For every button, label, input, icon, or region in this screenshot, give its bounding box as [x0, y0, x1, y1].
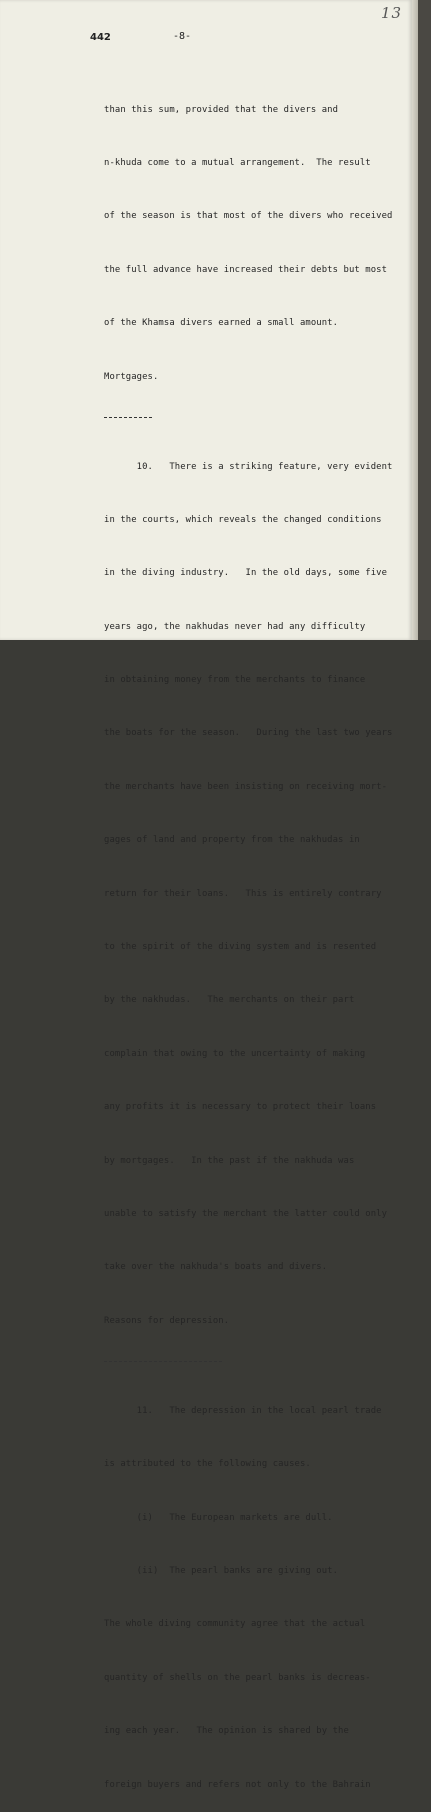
text-line: unable to satisfy the merchant the latter could only [104, 1209, 388, 1219]
text-line: than this sum, provided that the divers and [104, 104, 339, 115]
text-line: years ago, the nakhudas never had any difficulty [104, 621, 366, 632]
text-line: quantity of shells on the pearl banks is decreas- [104, 1672, 371, 1683]
text-line: ing each year. The opinion is shared by the [104, 1726, 349, 1737]
text-line: complain that owing to the uncertainty of making [104, 1048, 366, 1059]
text-line: of the season is that most of the divers who received [104, 211, 393, 222]
heading-underline [104, 1361, 222, 1362]
text-line: n-khuda come to a mutual arrangement. The result [104, 157, 371, 168]
text-line: (i) The European markets are dull. [104, 1512, 333, 1523]
text-line: return for their loans. This is entirely contrary [104, 888, 382, 899]
page-number: -8- [173, 31, 192, 42]
document-body [104, 66, 404, 1812]
text-line: take over the nakhuda's boats and divers. [104, 1262, 328, 1273]
text-line: the full advance have increased their debts but most [104, 264, 388, 275]
folio-number: 442 [90, 32, 111, 43]
text-line: in the diving industry. In the old days, some five [104, 568, 388, 579]
text-line: any profits it is necessary to protect their loans [104, 1102, 377, 1113]
text-line: by the nakhudas. The merchants on their part [104, 995, 355, 1006]
text-line: 11. The depression in the local pearl trade [104, 1405, 382, 1416]
text-line: in obtaining money from the merchants to finance [104, 675, 366, 686]
text-line: the merchants have been insisting on receiving mort- [104, 781, 388, 792]
text-line: (ii) The pearl banks are giving out. [104, 1565, 339, 1576]
section-heading-mortgages: Mortgages. [104, 371, 159, 382]
text-line: foreign buyers and refers not only to the Bahrain [104, 1779, 371, 1790]
folio-stamp: 13 [381, 4, 403, 22]
heading-underline [104, 417, 152, 418]
text-line: to the spirit of the diving system and is resented [104, 942, 377, 953]
text-line: of the Khamsa divers earned a small amount. [104, 318, 339, 329]
text-line: in the courts, which reveals the changed conditions [104, 514, 382, 525]
text-line: The whole diving community agree that the actual [104, 1619, 366, 1630]
page-edge [412, 0, 418, 640]
text-line: by mortgages. In the past if the nakhuda was [104, 1155, 355, 1166]
text-line: the boats for the season. During the last two years [104, 728, 393, 739]
text-line: 10. There is a striking feature, very evident [104, 461, 393, 472]
text-line: gages of land and property from the nakhudas in [104, 835, 360, 846]
text-line: is attributed to the following causes. [104, 1459, 311, 1470]
section-heading-reasons-for-depression: Reasons for depression. [104, 1315, 230, 1326]
